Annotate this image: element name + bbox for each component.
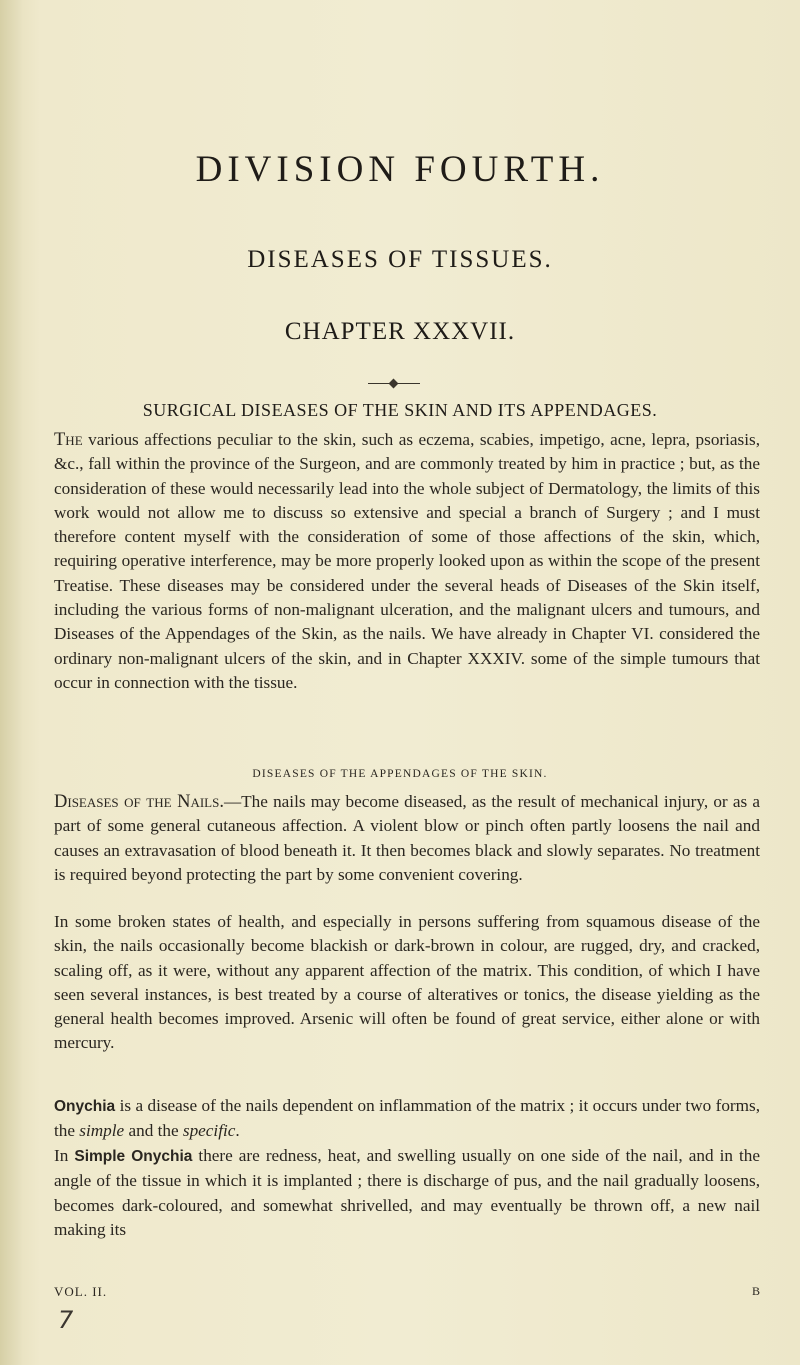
paragraph-nails — [54, 790, 760, 887]
paragraph-lead: The — [54, 430, 83, 450]
paragraph-lead: Diseases of the Nails. — [54, 792, 224, 812]
division-heading: DIVISION FOURTH. — [195, 149, 605, 190]
chapter-heading: CHAPTER XXXVII. — [284, 318, 516, 345]
handwritten-mark: 7 — [58, 1306, 74, 1334]
subheading: DISEASES OF THE APPENDAGES OF THE SKIN. — [252, 768, 548, 780]
paragraph-lead: Onychia — [54, 1098, 116, 1115]
part-heading: DISEASES OF TISSUES. — [247, 246, 553, 273]
paragraph-text: various affections peculiar to the skin, such as eczema, scabies, impetigo, acne, lepra, psoriasis, &c., fall within the province of the Surgeon, and are commonly treated by him in practice ; but, as the consideration of these would necessarily lead into the whole subject of Dermatology, the limits of this work would not allow me to discuss so extensive and special a branch of Surgery ; and I must therefore content myself with the consideration of some of those affections of the skin, which, requiring operative interference, may be more properly looked upon as within the scope of the present Treatise. These diseases may be considered under the several heads of Diseases of the Skin itself, including the various forms of non-malignant ulceration, and the malignant ulcers and tumours, and Diseases of the Appendages of the Skin, as the nails. We have already in Chapter VI. considered the ordinary non-malignant ulcers of the skin, and in Chapter XXXIV. some of the simple tumours that occur in connection with the tissue. — [54, 430, 760, 692]
emphasis-simple: simple — [79, 1121, 125, 1141]
paragraph-broken-health — [54, 910, 760, 1056]
emphasis-specific: specific — [182, 1121, 236, 1141]
paragraph-text: In — [54, 1146, 75, 1165]
signature-mark: B — [752, 1284, 761, 1298]
page-binding-edge — [0, 0, 22, 1365]
paragraph-text: and the — [124, 1121, 183, 1141]
paragraph-intro — [54, 428, 760, 695]
section-title: SURGICAL DISEASES OF THE SKIN AND ITS APPENDAGES. — [142, 400, 658, 420]
paragraph-onychia — [54, 1094, 760, 1144]
paragraph-text: is a disease of the nails dependent on inflammation of the matrix ; it occurs under two forms, the — [54, 1096, 760, 1141]
ornament-diamond — [389, 379, 399, 389]
paragraph-text: . — [235, 1121, 240, 1141]
volume-label: VOL. II. — [54, 1284, 108, 1299]
paragraph-text: there are redness, heat, and swelling usually on one side of the nail, and in the angle of the tissue in which it is implanted ; there is discharge of pus, and the nail gradually loosens, becomes dark-coloured, and somewhat shrivelled, and may eventually be thrown off, a new nail making its — [54, 1146, 760, 1239]
paragraph-lead: Simple Onychia — [74, 1148, 193, 1165]
paragraph-text: —The nails may become diseased, as the result of mechanical injury, or as a part of some general cutaneous affection. A violent blow or pinch often partly loosens the nail and causes an extravasation of blood beneath it. It then becomes black and slowly separates. No treatment is required beyond protecting the part by some convenient covering. — [54, 792, 760, 884]
paragraph-simple-onychia — [54, 1144, 760, 1242]
paragraph-text: In some broken states of health, and especially in persons suffering from squamous disease of the skin, the nails occasionally become blackish or dark-brown in colour, are rugged, dry, and cracked, scaling off, as it were, without any apparent affection of the matrix. This condition, of which I have seen several instances, is best treated by a course of alteratives or tonics, the disease yielding as the general health becomes improved. Arsenic will often be found of great service, either alone or with mercury. — [54, 912, 760, 1053]
